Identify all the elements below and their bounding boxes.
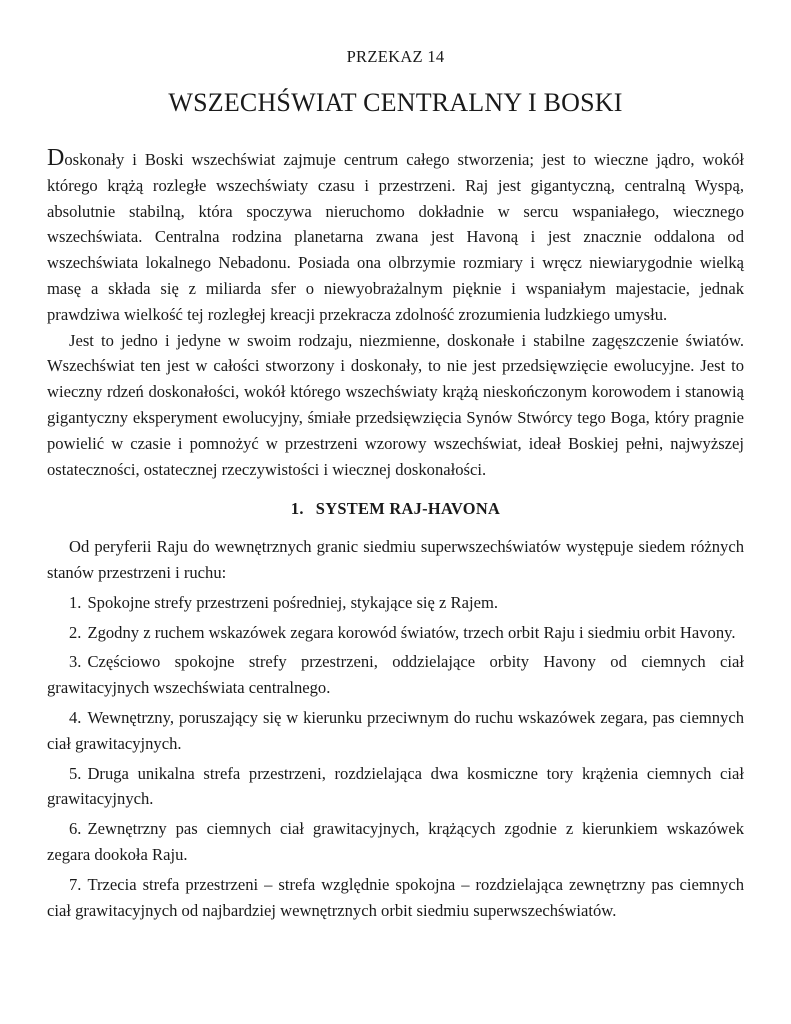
list-item-text: Spokojne strefy przestrzeni pośredniej, stykające się z Rajem. xyxy=(87,592,499,612)
list-item-number: 5. xyxy=(69,763,82,783)
list-item-text: Wewnętrzny, poruszający się w kierunku przeciwnym do ruchu wskazówek zegara, pas ciemnych ciał grawitacyjnych. xyxy=(47,707,744,753)
list-item-number: 3. xyxy=(69,652,82,672)
paper-label: PRZEKAZ 14 xyxy=(346,47,445,66)
list-item-text: Druga unikalna strefa przestrzeni, rozdzielająca dwa kosmiczne tory krążenia ciemnych ciał grawitacyjnych. xyxy=(47,763,744,809)
section-number: 1. xyxy=(290,499,304,519)
list-item xyxy=(47,816,744,868)
intro-paragraph: Doskonały i Boski wszechświat zajmuje centrum całego stworzenia; jest to wieczne jądro, wokół którego krążą rozległe wszechświaty czasu i przestrzeni. Raj jest gigantyczną, centralną Wyspą, absolutnie stabilną, która spoczywa nieruchomo dokładnie w sercu wspaniałego, wiecznego wszechświata. Centralna rodzina planetarna zwana jest Havoną i jest znacznie oddalona od wszechświata lokalnego Nebadonu. Posiada ona olbrzymie rozmiary i wręcz niewiarygodnie wielką masę a składa się z miliarda sfer o niewyobrażalnym pięknie i wspaniałym majestacie, jednak prawdziwa wielkość tej rozległej kreacji przekracza zdolność zrozumienia ludzkiego umysłu. xyxy=(47,145,744,324)
paper-title: WSZECHŚWIAT CENTRALNY I BOSKI xyxy=(168,88,623,117)
section-lead-paragraph: Od peryferii Raju do wewnętrznych granic siedmiu superwszechświatów występuje siedem różnych stanów przestrzeni i ruchu: xyxy=(47,537,744,582)
list-item-text: Częściowo spokojne strefy przestrzeni, oddzielające orbity Havony od ciemnych ciał grawitacyjnych wszechświata centralnego. xyxy=(47,652,744,698)
list-item-number: 7. xyxy=(69,874,82,894)
list-item xyxy=(47,872,744,924)
list-item xyxy=(47,590,744,616)
list-item-text: Zewnętrzny pas ciemnych ciał grawitacyjnych, krążących zgodnie z kierunkiem wskazówek zegara dookoła Raju. xyxy=(47,819,744,864)
list-item xyxy=(47,761,744,813)
document-body xyxy=(47,146,744,923)
list-item-number: 2. xyxy=(69,622,82,642)
list-item xyxy=(47,620,744,646)
intro-paragraph: Jest to jedno i jedyne w swoim rodzaju, niezmienne, doskonałe i stabilne zagęszczenie światów. Wszechświat ten jest w całości stworzony i doskonały, to nie jest przedsięwzięcie ewolucyjne. Jest to wieczny rdzeń doskonałości, wokół którego wszechświaty krążą nieskończonym korowodem i stanowią gigantyczny eksperyment ewolucyjny, śmiałe przedsięwzięcia Synów Stwórcy tego Boga, który pragnie powielić w czasie i pomnożyć w przestrzeni wzorowy wszechświat, ideał Boskiej pełni, najwyższej ostateczności, ostatecznej rzeczywistości i wiecznej doskonałości. xyxy=(47,330,744,479)
list-item xyxy=(47,649,744,701)
list-item-number: 4. xyxy=(69,707,82,727)
list-item-text: Zgodny z ruchem wskazówek zegara korowód światów, trzech orbit Raju i siedmiu orbit Havony. xyxy=(87,622,736,642)
list-item xyxy=(47,705,744,757)
section-title: SYSTEM RAJ-HAVONA xyxy=(315,499,501,519)
section-heading xyxy=(47,496,744,522)
list-item-number: 1. xyxy=(69,592,82,612)
list-item-text: Trzecia strefa przestrzeni – strefa względnie spokojna – rozdzielająca zewnętrzny pas ciemnych ciał grawitacyjnych od najbardziej wewnętrznych orbit siedmiu superwszechświatów. xyxy=(47,874,744,920)
list-item-number: 6. xyxy=(69,819,82,839)
